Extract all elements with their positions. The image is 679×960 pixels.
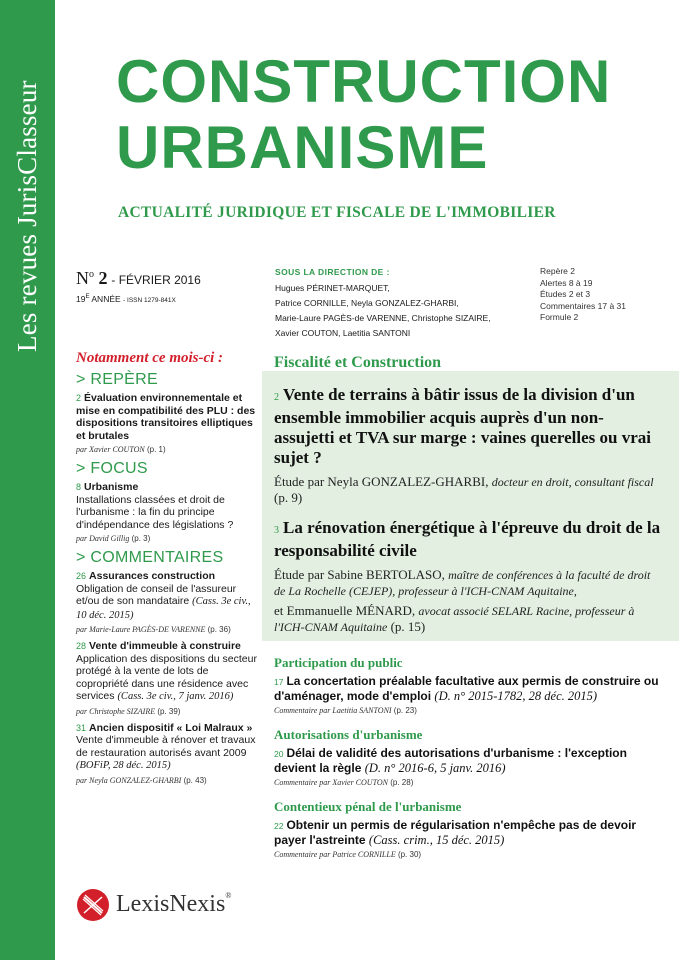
page-title-line2: URBANISME <box>116 114 489 181</box>
repere-byline: par Xavier COUTON (p. 1) <box>76 445 166 454</box>
commentaire-byline: par Marie-Laure PAGÈS-DE VARENNE (p. 36) <box>76 625 231 634</box>
left-column <box>76 350 258 791</box>
direction-names <box>275 281 535 341</box>
ref-item: Formule 2 <box>540 312 579 322</box>
issue-refs <box>540 266 626 324</box>
commentaire-byline: par Christophe SIZAIRE (p. 39) <box>76 706 181 716</box>
issue-number: $N^o$ 2 <box>76 268 108 288</box>
issue-month: - FÉVRIER 2016 <box>111 273 201 287</box>
direction-name: Hugues PÉRINET-MARQUET, <box>275 283 390 293</box>
logo-text: LexisNexis® <box>116 891 232 917</box>
article-author: Étude par Sabine BERTOLASO, maître de conférences à la faculté de droit de La Rochelle (CEJEP), professeur à l'ICH-CNAM Aquitaine, <box>274 567 651 598</box>
lexisnexis-logo <box>76 887 236 923</box>
focus-byline: par David Gillig (p. 3) <box>76 534 151 543</box>
side-label: Les revues JurisClasseur <box>12 80 42 352</box>
section-heading-commentaires: > COMMENTAIRES <box>76 549 224 566</box>
article-title: 2 Vente de terrains à bâtir issus de la division d'un ensemble immobilier acquis auprès d'un non-assujetti et TVA sur marge : vaines querelles ou vrai sujet ? <box>274 385 651 467</box>
section-heading-focus: > FOCUS <box>76 460 148 477</box>
direction-name: Patrice CORNILLE, Neyla GONZALEZ-GHARBI, <box>275 298 459 308</box>
category-heading: Contentieux pénal de l'urbanisme <box>274 799 462 814</box>
commentaire-entry[interactable]: 28 Vente d'immeuble à construire Application des dispositions du secteur protégé à la vente de lots de copropriété dans une résidence avec services (Cass. 3e civ., 7 janv. 2016) <box>76 640 257 702</box>
commentaire-byline: par Neyla GONZALEZ-GHARBI (p. 43) <box>76 775 207 785</box>
page-title-line1: CONSTRUCTION <box>116 48 612 115</box>
right-section-heading: Fiscalité et Construction <box>274 354 442 371</box>
article-title: 3 La rénovation énergétique à l'épreuve du droit de la responsabilité civile <box>274 518 661 560</box>
section-heading-repere: > REPÈRE <box>76 371 158 388</box>
page-subtitle: ACTUALITÉ JURIDIQUE ET FISCALE DE L'IMMOBILIER <box>118 204 556 221</box>
category-heading: Autorisations d'urbanisme <box>274 727 423 742</box>
repere-entry[interactable]: 2 Évaluation environnementale et mise en compatibilité des PLU : des dispositions transitoires elliptiques et brutales <box>76 392 256 442</box>
ref-item: Alertes 8 à 19 <box>540 277 593 288</box>
highlights-heading: Notamment ce mois-ci : <box>76 350 224 366</box>
commentaire-entry[interactable]: 31 Ancien dispositif « Loi Malraux » Vente d'immeuble à rénover et travaux de restauration autorisés avant 2009 (BOFiP, 28 déc. 2015) <box>76 721 256 771</box>
ref-item: Commentaires 17 à 31 <box>540 300 626 311</box>
direction-name: Marie-Laure PAGÈS-de VARENNE, Christophe SIZAIRE, <box>275 313 491 323</box>
focus-entry[interactable]: 8 Urbanisme Installations classées et droit de l'urbanisme : la fin du principe d'indépendance des législations ? <box>76 481 234 531</box>
commentaire-entry[interactable]: 26 Assurances construction Obligation de conseil de l'assureur et/ou de son mandataire (Cass. 3e civ., 10 déc. 2015) <box>76 570 251 621</box>
section-article[interactable]: 20 Délai de validité des autorisations d'urbanisme : l'exception devient la règle (D. n° 2016-6, 5 janv. 2016) Commentaire par Xavier COUTON (p. 28) <box>274 746 627 787</box>
section-article[interactable]: 17 La concertation préalable facultative aux permis de construire ou d'aménager, mode d'emploi (D. n° 2015-1782, 28 déc. 2015) Commentaire par Laetitia SANTONI (p. 23) <box>274 674 659 715</box>
category-heading: Participation du public <box>274 655 403 670</box>
direction-label: SOUS LA DIRECTION DE : <box>275 267 390 277</box>
article-author-2: et Emmanuelle MÉNARD, avocat associé SELARL Racine, professeur à l'ICH-CNAM Aquitaine (p. 15) <box>274 603 635 634</box>
issue-year: $19^E$ ANNÉE - ISSN 1279-841X <box>76 294 176 304</box>
direction-name: Xavier COUTON, Laetitia SANTONI <box>275 328 411 338</box>
featured-article-2[interactable] <box>274 518 664 635</box>
lexisnexis-logo-icon <box>76 888 110 922</box>
section-article[interactable]: 22 Obtenir un permis de régularisation n'empêche pas de devoir payer l'astreinte (Cass. crim., 15 déc. 2015) Commentaire par Patrice CORNILLE (p. 30) <box>274 818 637 859</box>
article-author: Étude par Neyla GONZALEZ-GHARBI, docteur en droit, consultant fiscal (p. 9) <box>274 474 654 505</box>
ref-item: Repère 2 <box>540 266 575 276</box>
featured-article-1[interactable] <box>274 385 664 505</box>
ref-item: Études 2 et 3 <box>540 289 591 299</box>
issue-info <box>76 268 201 289</box>
